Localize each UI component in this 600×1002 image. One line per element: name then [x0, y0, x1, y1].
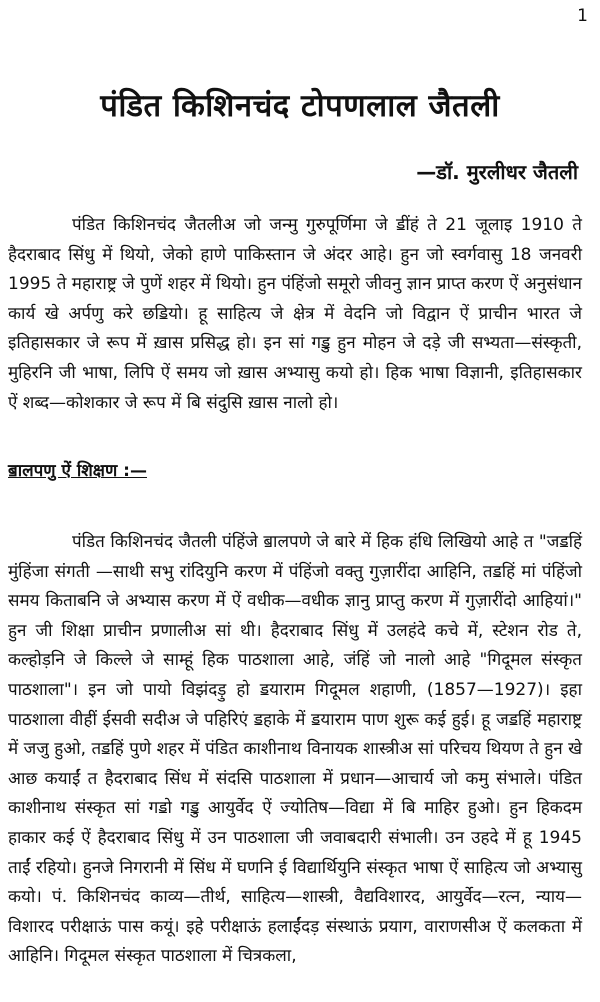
childhood-paragraph: पंडित किशिनचंद जैतली पंहिंजे ॿालपणे जे बारे में हिक हंधि लिखियो आहे त "जॾहिं मुंहिंजा संगती —साथी सभु रांदियुनि करण में पंहिंजो वक्तु गुज़ारींदा आहिनि, तॾहिं मां पंहिंजो समय किताबनि जे अभ्यास करण में ऐं वधीक—वधीक ज्ञानु प्राप्तु करण में गुज़ारींदो आहियां।" हुन जी शिक्षा प्राचीन प्रणालीअ सां थी। हैदराबाद सिंधु में उलहंदे कचे में, स्टेशन रोड ते, कल्होड़नि जे किल्ले जे साम्हूं हिक पाठशाला आहे, जंहिं जो नालो आहे "गिदूमल संस्कृत पाठशाला"। इन जो पायो विझंदड़ु हो ॾयाराम गिदूमल शहाणी, (1857—1927)। इहा पाठशाला वीहीं ईसवी सदीअ जे पहिरिएं ॾहाके में ॾयाराम पाण शुरू कई हुई। हू जॾहिं महाराष्ट्र में जजु हुओ, तॾहिं पुणे शहर में पंडित काशीनाथ विनायक शास्त्रीअ सां परिचय थियण ते हुन खे आछ कयाईं त हैदराबाद सिंध में संदसि पाठशाला में प्रधान—आचार्य जो कमु संभाले। पंडित काशीनाथ संस्कृत सां गॾो गॾु आयुर्वेद ऐं ज्योतिष—विद्या में बि माहिर हुओ। हुन हिकदम हाकार कई ऐं हैदराबाद सिंधु में उन पाठशाला जी जवाबदारी संभाली। उन उहदे में हू 1945 ताईं रहियो। हुनजे निगरानी में सिंध में घणनि ई विद्यार्थियुनि संस्कृत भाषा ऐं साहित्य जो अभ्यासु कयो। पं. किशिनचंद काव्य—तीर्थ, साहित्य—शास्त्री, वैद्यविशारद, आयुर्वेद—रत्न, न्याय—विशारद परीक्षाऊं पास कयूं। इहे परीक्षाऊं हलाईंदड़ संस्थाऊं प्रयाग, वाराणसीअ ऐं कलकता में आहिनि। गिदूमल संस्कृत पाठशाला में चित्रकला,	[8, 532, 582, 967]
author-byline: —डॉ. मुरलीधर जैतली	[416, 160, 578, 184]
section-heading: ॿालपणु ऐं शिक्षण :—	[8, 461, 147, 481]
intro-paragraph: पंडित किशिनचंद जैतलीअ जो जन्मु गुरुपूर्णिमा जे ॾींहं ते 21 जूलाइ 1910 ते हैदराबाद सिंधु में थियो, जेको हाणे पाकिस्तान जे अंदर आहे। हुन जो स्वर्गवासु 18 जनवरी 1995 ते महाराष्ट्र जे पुणें शहर में थियो। हुन पंहिंजो समूरो जीवनु ज्ञान प्राप्त करण ऐं अनुसंधान कार्य खे अर्पणु करे छॾियो। हू साहित्य जे क्षेत्र में वेदनि जो विद्वान ऐं प्राचीन भारत जे इतिहासकार जे रूप में ख़ास प्रसिद्ध हो। इन सां गॾु हुन मोहन जे दड़े जी सभ्यता—संस्कृती, मुहिरनि जी भाषा, लिपि ऐं समय जो ख़ास अभ्यासु कयो हो। हिक भाषा विज्ञानी, इतिहासकार ऐं शब्द—कोशकार जे रूप में बि संदुसि ख़ास नालो हो।	[8, 215, 582, 413]
page-title: पंडित किशिनचंद टोपणलाल जैतली	[100, 88, 500, 124]
page-number: 1	[577, 6, 588, 26]
